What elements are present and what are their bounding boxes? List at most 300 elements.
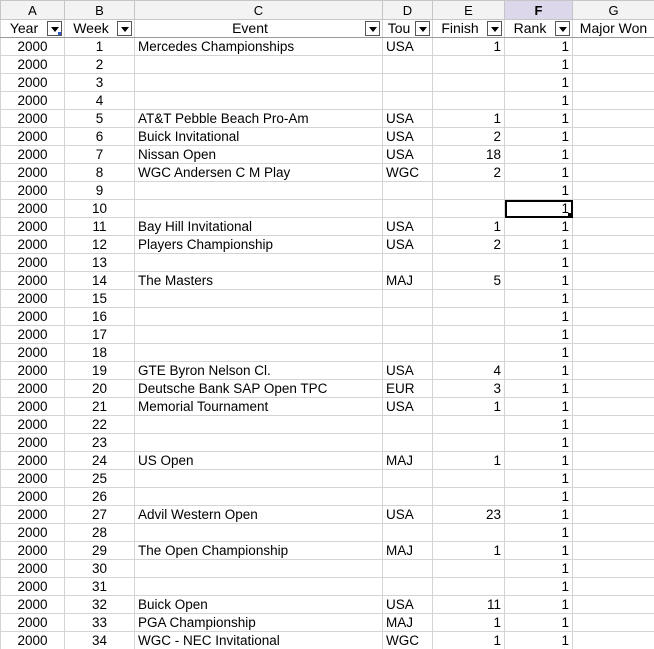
cell-rank[interactable]: 1 [505, 614, 573, 632]
cell-major-won[interactable] [573, 164, 654, 182]
cell-major-won[interactable] [573, 236, 654, 254]
cell-finish[interactable] [433, 308, 505, 326]
table-row [1, 38, 654, 56]
cell-major-won[interactable] [573, 614, 654, 632]
cell-year[interactable]: 2000 [1, 326, 65, 344]
table-row [1, 434, 654, 452]
cell-year[interactable]: 2000 [1, 344, 65, 362]
cell-tour[interactable] [383, 524, 433, 542]
cell-event[interactable] [135, 524, 383, 542]
cell-year[interactable]: 2000 [1, 578, 65, 596]
cell-tour[interactable] [383, 344, 433, 362]
cell-week[interactable]: 24 [65, 452, 135, 470]
cell-event[interactable]: WGC Andersen C M Play [135, 164, 383, 182]
cell-finish[interactable]: 23 [433, 506, 505, 524]
cell-tour[interactable] [383, 488, 433, 506]
cell-week[interactable]: 34 [65, 632, 135, 649]
cell-rank[interactable]: 1 [505, 128, 573, 146]
cell-major-won[interactable] [573, 326, 654, 344]
cell-event[interactable]: Buick Open [135, 596, 383, 614]
cell-finish[interactable]: 1 [433, 110, 505, 128]
cell-event[interactable] [135, 254, 383, 272]
cell-rank[interactable]: 1 [505, 272, 573, 290]
cell-major-won[interactable] [573, 506, 654, 524]
cell-major-won[interactable] [573, 128, 654, 146]
cell-rank[interactable]: 1 [505, 146, 573, 164]
cell-finish[interactable] [433, 92, 505, 110]
cell-major-won[interactable] [573, 146, 654, 164]
cell-major-won[interactable] [573, 218, 654, 236]
cell-rank[interactable]: 1 [505, 380, 573, 398]
cell-week[interactable]: 4 [65, 92, 135, 110]
table-row [1, 56, 654, 74]
cell-week[interactable]: 28 [65, 524, 135, 542]
header-tour-label: Tou [387, 20, 411, 36]
table-row [1, 380, 654, 398]
cell-year[interactable]: 2000 [1, 632, 65, 649]
cell-finish[interactable] [433, 254, 505, 272]
cell-year[interactable]: 2000 [1, 218, 65, 236]
header-finish [433, 20, 505, 38]
cell-week[interactable]: 25 [65, 470, 135, 488]
cell-week[interactable]: 16 [65, 308, 135, 326]
cell-week[interactable]: 14 [65, 272, 135, 290]
cell-year[interactable]: 2000 [1, 308, 65, 326]
filter-dropdown-icon[interactable] [47, 21, 62, 36]
cell-major-won[interactable] [573, 596, 654, 614]
cell-event[interactable] [135, 290, 383, 308]
column-letter-row [1, 1, 654, 20]
table-row [1, 128, 654, 146]
cell-event[interactable]: US Open [135, 452, 383, 470]
cell-tour[interactable] [383, 560, 433, 578]
table-row [1, 326, 654, 344]
cell-year[interactable]: 2000 [1, 416, 65, 434]
cell-year[interactable]: 2000 [1, 560, 65, 578]
cell-year[interactable]: 2000 [1, 398, 65, 416]
cell-rank[interactable]: 1 [505, 506, 573, 524]
cell-year[interactable]: 2000 [1, 434, 65, 452]
cell-year[interactable]: 2000 [1, 362, 65, 380]
column-header-f[interactable]: F [505, 1, 573, 20]
cell-year[interactable]: 2000 [1, 254, 65, 272]
cell-rank[interactable]: 1 [505, 434, 573, 452]
cell-event[interactable]: Players Championship [135, 236, 383, 254]
cell-tour[interactable]: USA [383, 146, 433, 164]
cell-week[interactable]: 6 [65, 128, 135, 146]
table-row [1, 578, 654, 596]
cell-year[interactable]: 2000 [1, 614, 65, 632]
cell-tour[interactable]: MAJ [383, 272, 433, 290]
cell-tour[interactable]: USA [383, 38, 433, 56]
column-header-b[interactable]: B [65, 1, 135, 20]
cell-week[interactable]: 15 [65, 290, 135, 308]
table-row [1, 398, 654, 416]
cell-major-won[interactable] [573, 380, 654, 398]
cell-tour[interactable]: USA [383, 218, 433, 236]
cell-week[interactable]: 22 [65, 416, 135, 434]
table-row [1, 470, 654, 488]
cell-tour[interactable] [383, 254, 433, 272]
cell-finish[interactable]: 4 [433, 362, 505, 380]
cell-year[interactable]: 2000 [1, 452, 65, 470]
cell-year[interactable]: 2000 [1, 506, 65, 524]
cell-week[interactable]: 7 [65, 146, 135, 164]
table-row [1, 74, 654, 92]
table-row [1, 200, 654, 218]
cell-major-won[interactable] [573, 110, 654, 128]
header-rank-label: Rank [513, 20, 547, 36]
cell-rank[interactable]: 1 [505, 470, 573, 488]
cell-finish[interactable] [433, 416, 505, 434]
cell-tour[interactable] [383, 290, 433, 308]
filter-dropdown-icon[interactable] [117, 21, 132, 36]
cell-major-won[interactable] [573, 470, 654, 488]
filter-dropdown-icon[interactable] [487, 21, 502, 36]
cell-tour[interactable]: MAJ [383, 452, 433, 470]
cell-event[interactable]: Deutsche Bank SAP Open TPC [135, 380, 383, 398]
table-row [1, 416, 654, 434]
cell-finish[interactable]: 2 [433, 236, 505, 254]
cell-major-won[interactable] [573, 344, 654, 362]
table-row [1, 488, 654, 506]
cell-year[interactable]: 2000 [1, 38, 65, 56]
cell-rank[interactable]: 1 [505, 200, 573, 218]
cell-rank[interactable]: 1 [505, 524, 573, 542]
cell-week[interactable]: 33 [65, 614, 135, 632]
cell-tour[interactable] [383, 578, 433, 596]
cell-year[interactable]: 2000 [1, 74, 65, 92]
cell-event[interactable] [135, 182, 383, 200]
cell-week[interactable]: 10 [65, 200, 135, 218]
header-year [1, 20, 65, 38]
cell-event[interactable] [135, 74, 383, 92]
cell-finish[interactable]: 1 [433, 542, 505, 560]
cell-major-won[interactable] [573, 38, 654, 56]
cell-finish[interactable] [433, 524, 505, 542]
cell-major-won[interactable] [573, 362, 654, 380]
cell-major-won[interactable] [573, 632, 654, 649]
cell-week[interactable]: 2 [65, 56, 135, 74]
table-row [1, 344, 654, 362]
cell-week[interactable]: 30 [65, 560, 135, 578]
table-row [1, 614, 654, 632]
cell-year[interactable]: 2000 [1, 272, 65, 290]
cell-tour[interactable] [383, 74, 433, 92]
cell-rank[interactable]: 1 [505, 488, 573, 506]
cell-rank[interactable]: 1 [505, 92, 573, 110]
table-row [1, 542, 654, 560]
cell-finish[interactable] [433, 344, 505, 362]
cell-event[interactable]: The Masters [135, 272, 383, 290]
cell-year[interactable]: 2000 [1, 128, 65, 146]
table-row [1, 362, 654, 380]
cell-tour[interactable]: USA [383, 236, 433, 254]
cell-event[interactable] [135, 344, 383, 362]
cell-event[interactable]: Bay Hill Invitational [135, 218, 383, 236]
cell-year[interactable]: 2000 [1, 56, 65, 74]
cell-rank[interactable]: 1 [505, 254, 573, 272]
cell-tour[interactable]: USA [383, 398, 433, 416]
cell-year[interactable]: 2000 [1, 164, 65, 182]
cell-week[interactable]: 27 [65, 506, 135, 524]
cell-week[interactable]: 18 [65, 344, 135, 362]
cell-major-won[interactable] [573, 488, 654, 506]
cell-finish[interactable] [433, 74, 505, 92]
cell-year[interactable]: 2000 [1, 380, 65, 398]
table-row [1, 632, 654, 649]
cell-finish[interactable] [433, 470, 505, 488]
cell-tour[interactable]: USA [383, 128, 433, 146]
filter-dropdown-icon[interactable] [415, 21, 430, 36]
cell-tour[interactable] [383, 326, 433, 344]
header-rank [505, 20, 573, 38]
cell-finish[interactable] [433, 182, 505, 200]
cell-rank[interactable]: 1 [505, 308, 573, 326]
cell-rank[interactable]: 1 [505, 38, 573, 56]
column-header-g[interactable]: G [573, 1, 654, 20]
cell-year[interactable]: 2000 [1, 596, 65, 614]
column-header-a[interactable]: A [1, 1, 65, 20]
cell-rank[interactable]: 1 [505, 326, 573, 344]
cell-event[interactable] [135, 560, 383, 578]
cell-rank[interactable]: 1 [505, 362, 573, 380]
cell-finish[interactable]: 2 [433, 128, 505, 146]
cell-week[interactable]: 8 [65, 164, 135, 182]
cell-major-won[interactable] [573, 560, 654, 578]
cell-year[interactable]: 2000 [1, 542, 65, 560]
cell-rank[interactable]: 1 [505, 596, 573, 614]
cell-major-won[interactable] [573, 416, 654, 434]
table-row [1, 290, 654, 308]
cell-tour[interactable]: USA [383, 110, 433, 128]
filter-dropdown-icon[interactable] [555, 21, 570, 36]
cell-week[interactable]: 1 [65, 38, 135, 56]
header-week [65, 20, 135, 38]
cell-finish[interactable]: 3 [433, 380, 505, 398]
cell-major-won[interactable] [573, 434, 654, 452]
filter-active-indicator [58, 32, 61, 35]
cell-week[interactable]: 21 [65, 398, 135, 416]
cell-tour[interactable] [383, 416, 433, 434]
cell-finish[interactable]: 1 [433, 218, 505, 236]
cell-event[interactable]: AT&T Pebble Beach Pro-Am [135, 110, 383, 128]
cell-finish[interactable] [433, 560, 505, 578]
cell-finish[interactable] [433, 434, 505, 452]
table-row [1, 110, 654, 128]
table-row [1, 236, 654, 254]
cell-week[interactable]: 12 [65, 236, 135, 254]
cell-tour[interactable] [383, 470, 433, 488]
filter-dropdown-icon[interactable] [365, 21, 380, 36]
cell-year[interactable]: 2000 [1, 488, 65, 506]
cell-finish[interactable] [433, 326, 505, 344]
cell-finish[interactable]: 5 [433, 272, 505, 290]
column-header-e[interactable]: E [433, 1, 505, 20]
cell-finish[interactable] [433, 290, 505, 308]
header-finish-label: Finish [441, 20, 479, 36]
cell-event[interactable] [135, 326, 383, 344]
cell-tour[interactable]: WGC [383, 632, 433, 649]
cell-year[interactable]: 2000 [1, 182, 65, 200]
cell-major-won[interactable] [573, 542, 654, 560]
cell-rank[interactable]: 1 [505, 344, 573, 362]
column-header-c[interactable]: C [135, 1, 383, 20]
cell-year[interactable]: 2000 [1, 146, 65, 164]
table-row [1, 218, 654, 236]
cell-finish[interactable]: 18 [433, 146, 505, 164]
cell-event[interactable]: Nissan Open [135, 146, 383, 164]
cell-tour[interactable]: MAJ [383, 542, 433, 560]
cell-event[interactable]: WGC - NEC Invitational [135, 632, 383, 649]
cell-major-won[interactable] [573, 200, 654, 218]
cell-year[interactable]: 2000 [1, 290, 65, 308]
cell-week[interactable]: 32 [65, 596, 135, 614]
cell-finish[interactable] [433, 578, 505, 596]
table-row [1, 146, 654, 164]
table-row [1, 452, 654, 470]
cell-major-won[interactable] [573, 452, 654, 470]
cell-tour[interactable] [383, 92, 433, 110]
cell-week[interactable]: 11 [65, 218, 135, 236]
cell-event[interactable]: GTE Byron Nelson Cl. [135, 362, 383, 380]
cell-tour[interactable]: USA [383, 362, 433, 380]
cell-week[interactable]: 26 [65, 488, 135, 506]
cell-rank[interactable]: 1 [505, 578, 573, 596]
cell-major-won[interactable] [573, 56, 654, 74]
header-major-won-label: Major Won [579, 20, 648, 36]
cell-tour[interactable]: USA [383, 506, 433, 524]
cell-tour[interactable]: WGC [383, 164, 433, 182]
header-tour [383, 20, 433, 38]
column-header-d[interactable]: D [383, 1, 433, 20]
table-row [1, 596, 654, 614]
cell-week[interactable]: 23 [65, 434, 135, 452]
cell-year[interactable]: 2000 [1, 470, 65, 488]
cell-major-won[interactable] [573, 92, 654, 110]
table-row [1, 506, 654, 524]
cell-major-won[interactable] [573, 398, 654, 416]
cell-year[interactable]: 2000 [1, 524, 65, 542]
cell-major-won[interactable] [573, 524, 654, 542]
cell-major-won[interactable] [573, 254, 654, 272]
cell-finish[interactable]: 1 [433, 452, 505, 470]
cell-major-won[interactable] [573, 182, 654, 200]
cell-rank[interactable]: 1 [505, 182, 573, 200]
cell-event[interactable]: PGA Championship [135, 614, 383, 632]
cell-week[interactable]: 13 [65, 254, 135, 272]
cell-tour[interactable] [383, 434, 433, 452]
table-row [1, 164, 654, 182]
header-major-won [573, 20, 654, 38]
cell-event[interactable]: Buick Invitational [135, 128, 383, 146]
cell-week[interactable]: 9 [65, 182, 135, 200]
cell-rank[interactable]: 1 [505, 164, 573, 182]
cell-event[interactable] [135, 416, 383, 434]
cell-major-won[interactable] [573, 272, 654, 290]
cell-tour[interactable] [383, 182, 433, 200]
cell-tour[interactable] [383, 308, 433, 326]
header-event [135, 20, 383, 38]
cell-major-won[interactable] [573, 578, 654, 596]
cell-event[interactable] [135, 56, 383, 74]
cell-major-won[interactable] [573, 290, 654, 308]
cell-major-won[interactable] [573, 74, 654, 92]
cell-tour[interactable]: EUR [383, 380, 433, 398]
cell-tour[interactable] [383, 200, 433, 218]
cell-finish[interactable] [433, 488, 505, 506]
cell-event[interactable]: The Open Championship [135, 542, 383, 560]
cell-event[interactable] [135, 488, 383, 506]
cell-finish[interactable] [433, 56, 505, 74]
cell-event[interactable]: Advil Western Open [135, 506, 383, 524]
cell-event[interactable] [135, 470, 383, 488]
cell-event[interactable] [135, 434, 383, 452]
cell-rank[interactable]: 1 [505, 542, 573, 560]
cell-tour[interactable] [383, 56, 433, 74]
cell-major-won[interactable] [573, 308, 654, 326]
cell-event[interactable] [135, 308, 383, 326]
cell-rank[interactable]: 1 [505, 56, 573, 74]
cell-rank[interactable]: 1 [505, 398, 573, 416]
cell-year[interactable]: 2000 [1, 200, 65, 218]
cell-finish[interactable]: 1 [433, 632, 505, 649]
cell-rank[interactable]: 1 [505, 236, 573, 254]
table-row [1, 182, 654, 200]
cell-rank[interactable]: 1 [505, 290, 573, 308]
cell-finish[interactable]: 1 [433, 398, 505, 416]
cell-finish[interactable]: 2 [433, 164, 505, 182]
cell-event[interactable] [135, 92, 383, 110]
cell-week[interactable]: 20 [65, 380, 135, 398]
cell-event[interactable]: Mercedes Championships [135, 38, 383, 56]
header-event-label: Event [232, 20, 268, 36]
cell-week[interactable]: 5 [65, 110, 135, 128]
cell-tour[interactable]: MAJ [383, 614, 433, 632]
autofilter-header-row [1, 20, 654, 38]
cell-finish[interactable]: 1 [433, 614, 505, 632]
cell-event[interactable] [135, 200, 383, 218]
header-year-label: Year [9, 20, 39, 36]
cell-finish[interactable]: 1 [433, 38, 505, 56]
cell-rank[interactable]: 1 [505, 74, 573, 92]
cell-year[interactable]: 2000 [1, 236, 65, 254]
cell-year[interactable]: 2000 [1, 110, 65, 128]
cell-week[interactable]: 3 [65, 74, 135, 92]
cell-week[interactable]: 19 [65, 362, 135, 380]
cell-finish[interactable]: 11 [433, 596, 505, 614]
cell-rank[interactable]: 1 [505, 632, 573, 649]
cell-rank[interactable]: 1 [505, 560, 573, 578]
table-row [1, 308, 654, 326]
cell-event[interactable]: Memorial Tournament [135, 398, 383, 416]
cell-rank[interactable]: 1 [505, 110, 573, 128]
table-row [1, 272, 654, 290]
cell-event[interactable] [135, 578, 383, 596]
cell-week[interactable]: 31 [65, 578, 135, 596]
cell-year[interactable]: 2000 [1, 92, 65, 110]
cell-rank[interactable]: 1 [505, 218, 573, 236]
cell-week[interactable]: 29 [65, 542, 135, 560]
table-row [1, 254, 654, 272]
table-row [1, 524, 654, 542]
cell-tour[interactable]: USA [383, 596, 433, 614]
cell-rank[interactable]: 1 [505, 452, 573, 470]
cell-finish[interactable] [433, 200, 505, 218]
cell-rank[interactable]: 1 [505, 416, 573, 434]
cell-week[interactable]: 17 [65, 326, 135, 344]
table-row [1, 92, 654, 110]
